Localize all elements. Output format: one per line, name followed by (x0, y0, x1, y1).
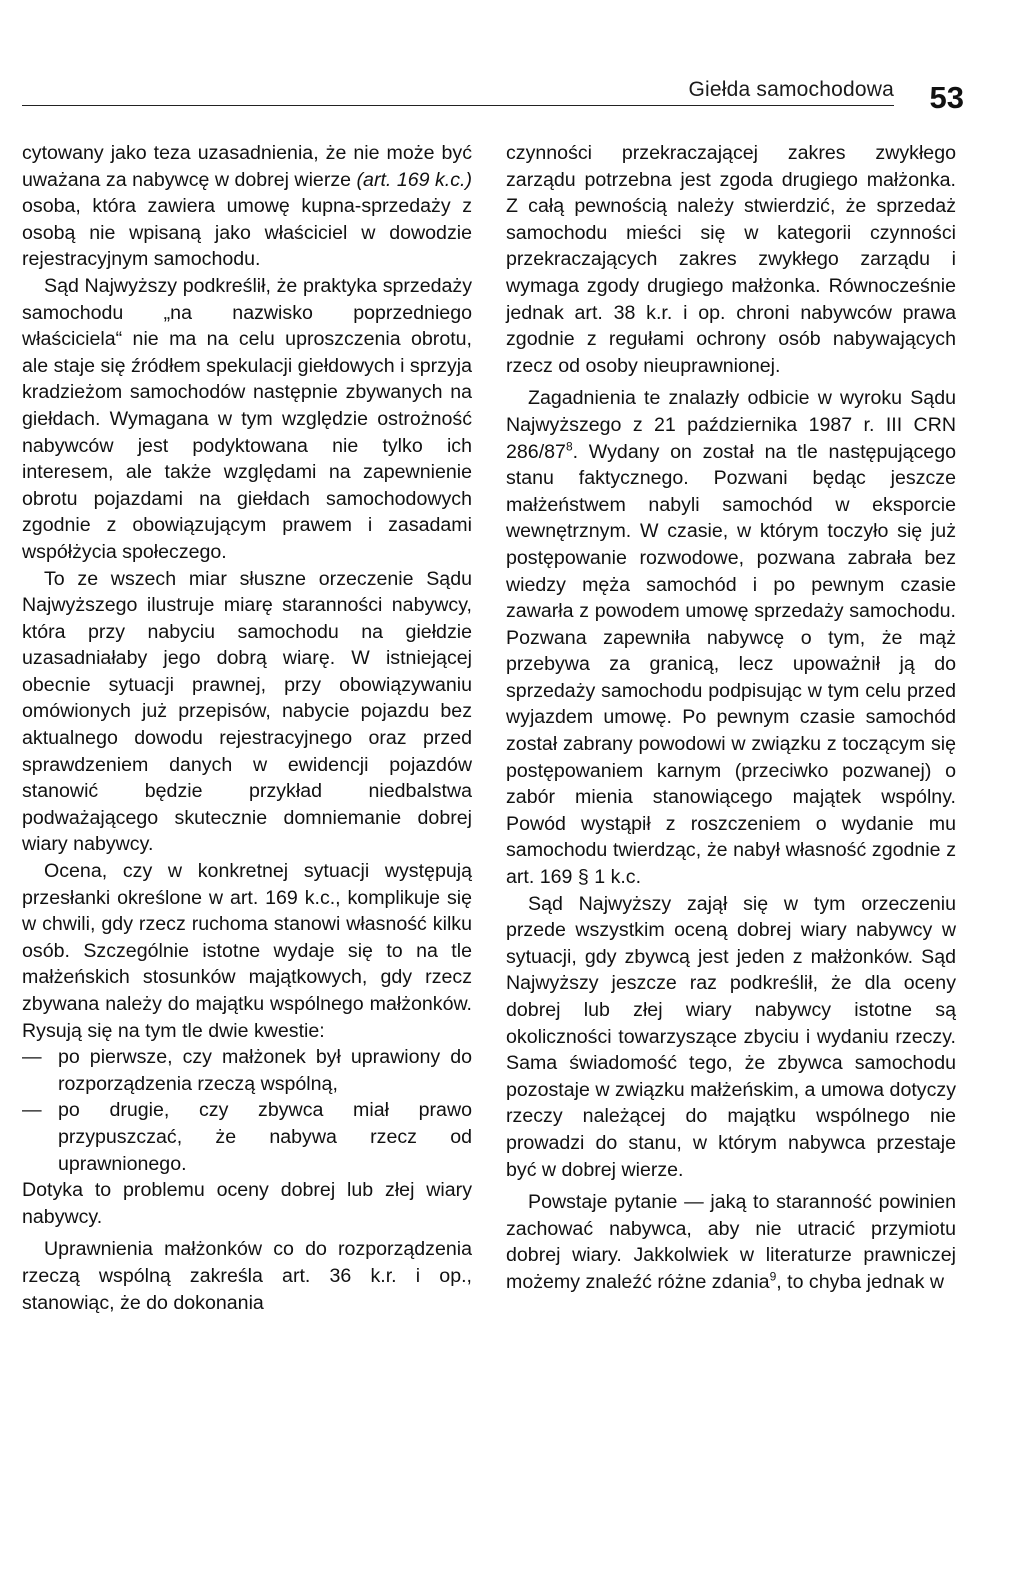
paragraph: czynności przekraczającej zakres zwykłego zarządu potrzebna jest zgoda drugiego małżonka. Z całą pewnością należy stwierdzić, że sprzedaż samochodu mieści się w kategorii czynności przekraczających zakres zwykłego zarządu i wymaga zgody drugiego małżonka. Równocześnie jednak art. 38 k.r. i op. chroni nabywców prawa zgodnie z regułami ochrony osób nabywających rzecz od osoby nieuprawnionej. (506, 142, 956, 377)
running-header (22, 74, 964, 115)
list-item: — po pierwsze, czy małżonek był uprawiony do rozporządzenia rzeczą wspólną, (22, 1046, 472, 1095)
paragraph: Uprawnienia małżonków co do rozporządzenia rzeczą wspólną zakreśla art. 36 k.r. i op., stanowiąc, że do dokonania (22, 1238, 472, 1314)
running-title: Giełda samochodowa (688, 78, 894, 101)
header-rule (22, 105, 894, 106)
paragraph: Dotyka to problemu oceny dobrej lub złej wiary nabywcy. (22, 1179, 472, 1228)
paragraph: Sąd Najwyższy podkreślił, że praktyka sprzedaży samochodu „na nazwisko poprzedniego właściciela“ nie ma na celu uproszczenia obrotu, ale staje się źródłem spekulacji giełdowych i sprzyja kradzieżom samochodów następnie zbywanych na giełdach. Wymagana w tym względzie ostrożność nabywców jest podyktowana nie tylko ich interesem, ale także względami na zapewnienie obrotu pojazdami na giełdach samochodowych zgodnie z obowiązującym prawem i zasadami współżycia społeczego. (22, 274, 472, 563)
paragraph: Ocena, czy w konkretnej sytuacji występują przesłanki określone w art. 169 k.c., komplikuje się w chwili, gdy rzecz ruchoma stanowi własność kilku osób. Szczególnie istotne wydaje się to na tle małżeńskich stosunków majątkowych, gdy rzecz zbywana należy do majątku wspólnego małżonków. Rysują się na tym tle dwie kwestie: (22, 860, 472, 1042)
footnote-ref: 8 (565, 439, 573, 453)
dash-bullet: — (22, 1046, 42, 1069)
paragraph: cytowany jako teza uzasadnienia, że nie może być uważana za nabywcę w dobrej wierze (art. 169 k.c.) osoba, która zawiera umowę kupna-sprzedaży z osobą nie wpisaną jako właściciel w dowodzie rejestracyjnym samochodu. (22, 142, 473, 271)
page-number: 53 (929, 80, 964, 115)
left-column (22, 140, 472, 1316)
footnote-ref: 9 (769, 1269, 777, 1284)
right-column (506, 140, 956, 1296)
paragraph: Zagadnienia te znalazły odbicie w wyroku Sądu Najwyższego z 21 października 1987 r. III CRN $286/87^8$. Wydany on został na tle następującego stanu faktycznego. Pozwani będąc jeszcze małżeństwem nabyli samochód w eksporcie wewnętrznym. W czasie, w którym toczyło się już postępowanie rozwodowe, pozwana zabrała bez wiedzy męża samochód i po pewnym czasie zawarła z powodem umowę sprzedaży samochodu. Pozwana zapewniła nabywcę o tym, że mąż przebywa za granicą, lecz upoważnił ją do sprzedaży samochodu podpisując w tym celu przed wyjazdem umowę. Po pewnym czasie samochód został zabrany powodowi w związku z toczącym się postępowaniem karnym (przeciwko pozwanej) o zabór mienia stanowiącego majątek wspólny. Powód wystąpił z roszczeniem o wydanie mu samochodu twierdząc, że nabył własność zgodnie z art. 169 § 1 k.c. (506, 387, 956, 889)
paragraph: Powstaje pytanie — jaką to staranność powinien zachować nabywca, aby nie utracić przymiotu dobrej wiary. Jakkolwiek w literaturze prawniczej możemy znaleźć różne zdania$^9$, to chyba jednak w (506, 1191, 956, 1293)
dash-bullet: — (22, 1099, 42, 1122)
paragraph: To ze wszech miar słuszne orzeczenie Sądu Najwyższego ilustruje miarę staranności nabywcy, która przy nabyciu samochodu na giełdzie uzasadniałaby jego dobrą wiarę. W istniejącej obecnie sytuacji prawnej, przy obowiązywaniu omówionych już przepisów, nabycie pojazdu bez aktualnego dowodu rejestracyjnego oraz przed sprawdzeniem danych w ewidencji pojazdów stanowić będzie przykład niedbalstwa podważającego skutecznie domniemanie dobrej wiary nabywcy. (22, 567, 472, 856)
citation: (art. 169 k.c.) (356, 168, 473, 191)
paragraph: Sąd Najwyższy zajął się w tym orzeczeniu przede wszystkim oceną dobrej wiary nabywcy w sytuacji, gdy zbywcą jest jeden z małżonków. Sąd Najwyższy jeszcze raz podkreślił, że dla oceny dobrej lub złej wiary nabywcy istotne są okoliczności towarzyszące zbyciu i wydaniu rzeczy. Sama świadomość tego, że zbywca samochodu pozostaje w związku małżeńskim, a umowa dotyczy rzeczy należącej do majątku wspólnego nie prowadzi do stanu, w którym nabywca przestaje być w dobrej wierze. (506, 892, 956, 1181)
list-item: — po drugie, czy zbywca miał prawo przypuszczać, że nabywa rzecz od uprawnionego. (22, 1099, 472, 1175)
